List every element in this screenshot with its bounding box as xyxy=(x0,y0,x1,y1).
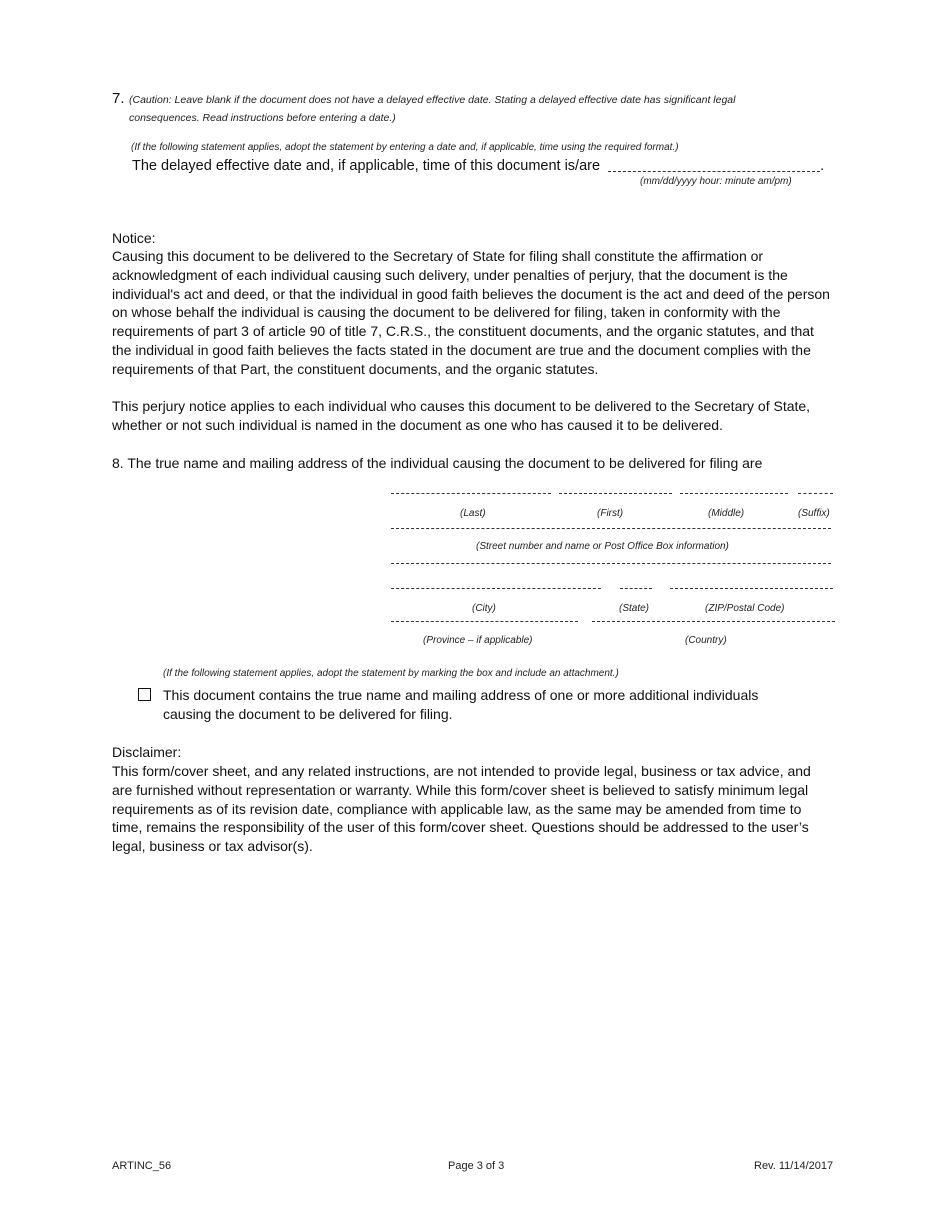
notice-heading: Notice: xyxy=(112,230,156,246)
form-id: ARTINC_56 xyxy=(112,1160,172,1172)
item7-period: . xyxy=(820,158,825,174)
street-field-2[interactable] xyxy=(391,563,831,564)
province-label: (Province – if applicable) xyxy=(423,635,533,646)
country-field[interactable] xyxy=(592,621,835,622)
notice-paragraph-1: Causing this document to be delivered to the Secretary of State for filing shall constitute the affirmation or acknowledgment of each individual causing such delivery, under penalties of perjury, that the document is the individual's act and deed, or that the individual in good faith believes the document is the act and deed of the person on whose behalf the individual is causing the document to be delivered for filing, taken in conformity with the requirements of part 3 of article 90 of title 7, C.R.S., the constituent documents, and the organic statutes, and that the individual in good faith believes the facts stated in the document are true and the document complies with the requirements of that Part, the constituent documents, and the organic statutes. xyxy=(112,248,830,377)
date-format-hint: (mm/dd/yyyy hour: minute am/pm) xyxy=(640,176,792,187)
city-field[interactable] xyxy=(391,588,601,589)
item8-statement: 8. The true name and mailing address of the individual causing the document to be delivered for filing are xyxy=(112,455,763,471)
additional-individuals-label: This document contains the true name and mailing address of one or more additional individuals causing the document to be delivered for filing. xyxy=(163,687,759,722)
disclaimer-heading: Disclaimer: xyxy=(112,744,182,760)
item7-caution: (Caution: Leave blank if the document does not have a delayed effective date. Stating a delayed effective date has significant legal consequences. Read instructions before entering a date.) xyxy=(129,94,736,124)
suffix-label: (Suffix) xyxy=(798,508,830,519)
item7-statement: The delayed effective date and, if applicable, time of this document is/are xyxy=(132,158,601,174)
item7-instruction: (If the following statement applies, adopt the statement by entering a date and, if applicable, time using the required format.) xyxy=(131,142,679,153)
zip-label: (ZIP/Postal Code) xyxy=(705,603,785,614)
item7-number: 7. xyxy=(112,90,125,107)
suffix-field[interactable] xyxy=(798,493,833,494)
city-label: (City) xyxy=(472,603,496,614)
zip-field[interactable] xyxy=(670,588,833,589)
disclaimer-text: This form/cover sheet, and any related instructions, are not intended to provide legal, business or tax advice, and are furnished without representation or warranty. While this form/cover sheet is believed to satisfy minimum legal requirements as of its revision date, compliance with applicable law, as the same may be amended from time to time, remains the responsibility of the user of this form/cover sheet. Questions should be addressed to the user’s legal, business or tax advisor(s). xyxy=(112,763,811,855)
middle-label: (Middle) xyxy=(708,508,745,519)
first-label: (First) xyxy=(597,508,624,519)
attachment-instruction: (If the following statement applies, adopt the statement by marking the box and include an attachment.) xyxy=(163,668,619,679)
street-label: (Street number and name or Post Office Box information) xyxy=(476,541,729,552)
state-label: (State) xyxy=(619,603,650,614)
revision-date: Rev. 11/14/2017 xyxy=(754,1160,834,1172)
item7-statement-row xyxy=(132,157,824,174)
last-label: (Last) xyxy=(460,508,486,519)
page-number: Page 3 of 3 xyxy=(448,1160,505,1172)
last-name-field[interactable] xyxy=(391,493,551,494)
additional-individuals-checkbox[interactable] xyxy=(138,688,151,701)
middle-name-field[interactable] xyxy=(680,493,788,494)
delayed-effective-date-field[interactable] xyxy=(608,157,820,172)
street-field-1[interactable] xyxy=(391,528,831,529)
notice-paragraph-2: This perjury notice applies to each individual who causes this document to be delivered to the Secretary of State, whether or not such individual is named in the document as one who has caused it to be delivered. xyxy=(112,398,811,433)
province-field[interactable] xyxy=(391,621,578,622)
first-name-field[interactable] xyxy=(559,493,672,494)
state-field[interactable] xyxy=(620,588,652,589)
country-label: (Country) xyxy=(685,635,727,646)
